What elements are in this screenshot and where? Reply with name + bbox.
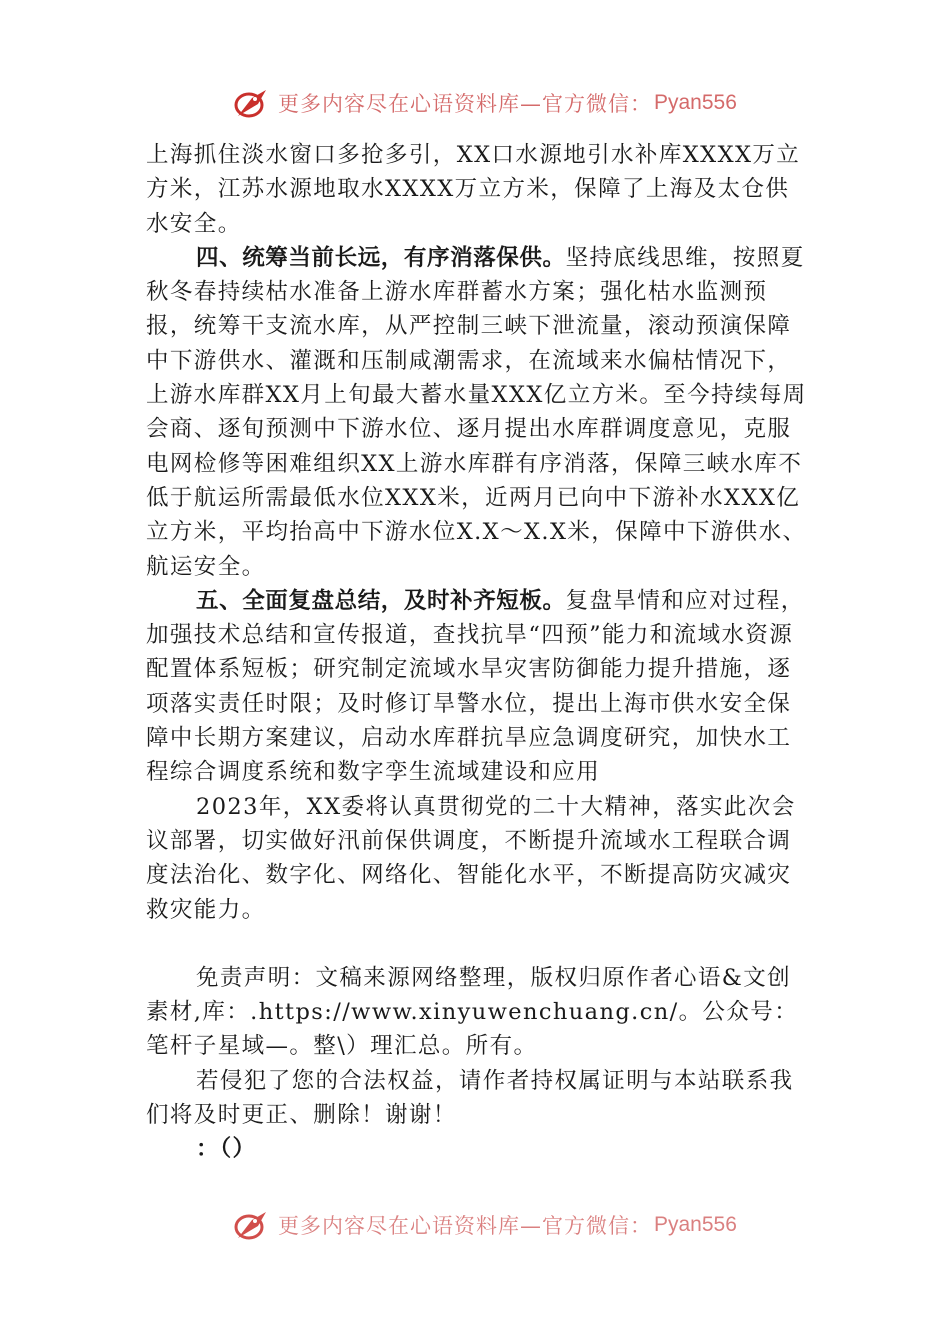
- section-five-body: 复盘旱情和应对过程，加强技术总结和宣传报道，查找抗旱“四预”能力和流域水资源配置体系短板；研究制定流域水旱灾害防御能力提升措施，逐项落实责任时限；及时修订旱警水位，提出上海市供水安全保障中长期方案建议，启动水库群抗旱应急调度研究，加快水工程综合调度系统和数字孪生流域建设和应用: [146, 587, 805, 786]
- paragraph-shanghai-water: 上海抓住淡水窗口多抢多引，XX口水源地引水补库XXXX万立方米，江苏水源地取水XXXX万立方米，保障了上海及太仓供水安全。: [146, 142, 801, 237]
- document-body: [146, 138, 808, 1167]
- blank-line: [146, 927, 808, 961]
- watermark-wechat-id: Pyan556: [654, 1213, 737, 1236]
- colon-bracket-line: ：（）: [196, 1136, 257, 1163]
- section-five-heading: 五、全面复盘总结，及时补齐短板。: [196, 587, 566, 614]
- pen-nib-logo-icon: [232, 1208, 270, 1242]
- watermark-text: 更多内容尽在心语资料库—官方微信：: [278, 1214, 652, 1238]
- section-four-heading: 四、统筹当前长远，有序消落保供。: [196, 244, 566, 271]
- section-four-body: 坚持底线思维，按照夏秋冬春持续枯水准备上游水库群蓄水方案；强化枯水监测预报，统筹干支流水库，从严控制三峡下泄流量，滚动预演保障中下游供水、灌溉和压制咸潮需求，在流域来水偏枯情况下，上游水库群XX月上旬最大蓄水量XXX亿立方米。至今持续每周会商、逐旬预测中下游水位、逐月提出水库群调度意见，克服电网检修等困难组织XX上游水库群有序消落，保障三峡水库不低于航运所需最低水位XXX米，近两月已向中下游补水XXX亿立方米，平均抬高中下游水位X.X～X.X米，保障中下游供水、航运安全。: [146, 244, 807, 580]
- paragraph-2023-plan: 2023年，XX委将认真贯彻党的二十大精神，落实此次会议部署，切实做好汛前保供调度，不断提升流域水工程联合调度法治化、数字化、网络化、智能化水平，不断提高防灾减灾救灾能力。: [146, 793, 796, 923]
- infringement-notice: 若侵犯了您的合法权益，请作者持权属证明与本站联系我们将及时更正、删除！谢谢！: [146, 1067, 794, 1129]
- footer-watermark: [232, 1208, 737, 1242]
- watermark-wechat-id: Pyan556: [654, 91, 737, 114]
- pen-nib-logo-icon: [232, 86, 270, 120]
- header-watermark: [232, 86, 737, 120]
- watermark-text: 更多内容尽在心语资料库—官方微信：: [278, 92, 652, 116]
- paragraph-section-five: [146, 584, 808, 790]
- paragraph-section-four: [146, 241, 808, 584]
- disclaimer-text: 免责声明：文稿来源网络整理，版权归原作者心语&文创素材,库：.https://www.xinyuwenchuang.cn/。公众号：笔杆子星域—。整\）理汇总。所有。: [146, 964, 799, 1060]
